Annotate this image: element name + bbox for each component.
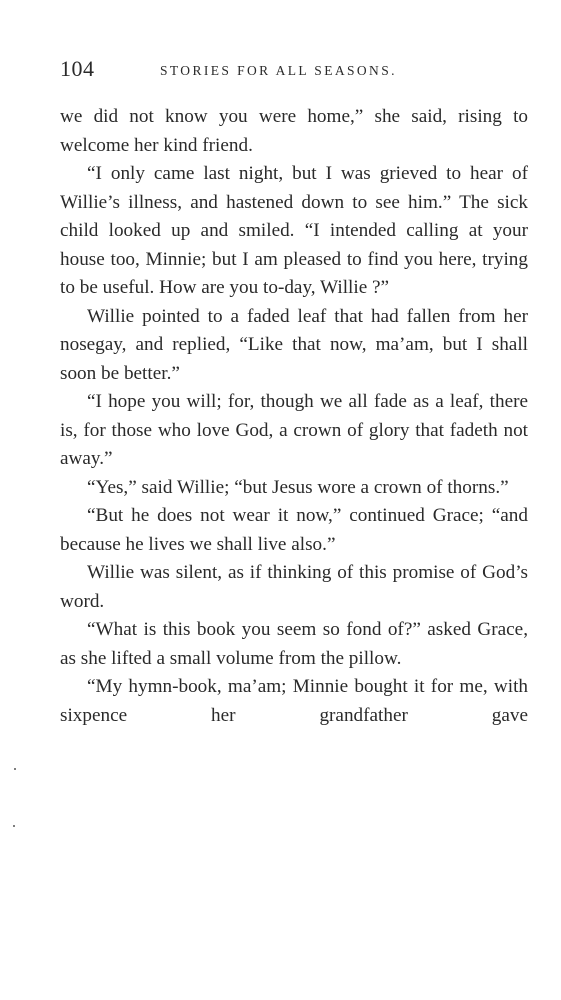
ink-speck [13,825,15,827]
paragraph: “My hymn-book, ma’am; Minnie bought it for me, with sixpence her grandfather gave [60,676,528,726]
paragraph: “Yes,” said Willie; “but Jesus wore a crown of thorns.” [87,476,509,498]
ink-speck [14,768,16,770]
page-number: 104 [60,56,95,81]
paragraph: “But he does not wear it now,” continued Grace; “and because he lives we shall live also.” [60,505,528,555]
paragraph-continuation: we did not know you were home,” she said, rising to welcome her kind friend. [60,106,528,156]
running-head: STORIES FOR ALL SEASONS. [160,63,397,78]
paragraph: “What is this book you seem so fond of?” asked Grace, as she lifted a small volume from the pillow. [60,619,528,669]
page-header [60,56,528,84]
paragraph: “I only came last night, but I was grieved to hear of Willie’s illness, and hastened down to see him.” The sick child looked up and smiled. “I intended calling at your house too, Minnie; but I am pleased to find you here, trying to be useful. How are you to-day, Willie ?” [60,163,528,298]
paragraph: “I hope you will; for, though we all fade as a leaf, there is, for those who love God, a crown of glory that fadeth not away.” [60,391,528,469]
paragraph: Willie was silent, as if thinking of this promise of God’s word. [60,562,528,612]
body-text [60,103,528,730]
paragraph: Willie pointed to a faded leaf that had fallen from her nosegay, and replied, “Like that now, ma’am, but I shall soon be better.” [60,305,528,384]
